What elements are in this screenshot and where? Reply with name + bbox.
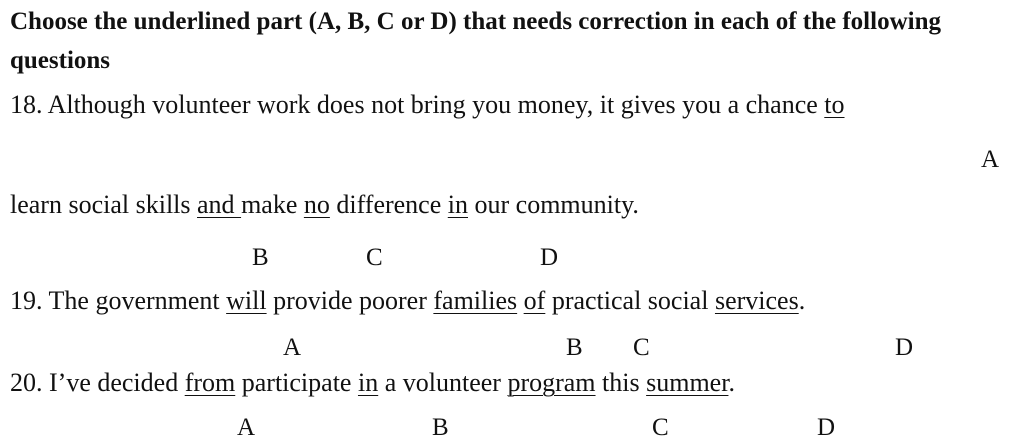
q18-underlined-c: no bbox=[303, 190, 330, 219]
q18-label-b: B bbox=[252, 244, 269, 271]
q18-label-d: D bbox=[540, 244, 559, 271]
q19-label-b: B bbox=[566, 334, 583, 361]
q19-label-c: C bbox=[633, 334, 650, 361]
q19-text: practical social bbox=[545, 286, 715, 315]
q18-line-2 bbox=[10, 190, 639, 220]
q19-underlined-d: services bbox=[714, 286, 799, 315]
q18-label-a: A bbox=[981, 146, 1000, 173]
q19-label-d: D bbox=[895, 334, 914, 361]
q20-label-d: D bbox=[817, 414, 836, 441]
instructions: Choose the underlined part (A, B, C or D) that needs correction in each of the following questions bbox=[10, 8, 941, 74]
q20-label-a: A bbox=[237, 414, 256, 441]
q18-text: our community. bbox=[468, 190, 639, 219]
q18-text: difference bbox=[329, 190, 448, 219]
q18-label-c: C bbox=[366, 244, 383, 271]
q18-underlined-b: and bbox=[197, 190, 242, 219]
q20-underlined-a: from bbox=[184, 368, 236, 397]
q19-text: provide poorer bbox=[266, 286, 434, 315]
q19-line bbox=[10, 286, 805, 316]
q19-text: . bbox=[798, 286, 806, 315]
q18-text: make bbox=[241, 190, 304, 219]
q20-text: 20. I’ve decided bbox=[10, 368, 185, 397]
q20-label-b: B bbox=[432, 414, 449, 441]
q18-text: 18. Although volunteer work does not bring you money, it gives you a chance bbox=[10, 90, 825, 119]
q20-text: this bbox=[595, 368, 647, 397]
q19-underlined-c: of bbox=[523, 286, 546, 315]
q20-underlined-d: summer bbox=[646, 368, 729, 397]
q19-underlined-b: families bbox=[433, 286, 518, 315]
q20-text: . bbox=[728, 368, 735, 397]
q20-underlined-b: in bbox=[357, 368, 379, 397]
q20-line bbox=[10, 368, 735, 398]
q18-text: learn social skills bbox=[10, 190, 198, 219]
q20-label-c: C bbox=[652, 414, 669, 441]
q20-text: participate bbox=[235, 368, 358, 397]
q19-underlined-a: will bbox=[226, 286, 267, 315]
q19-text: 19. The government bbox=[10, 286, 227, 315]
q18-underlined-a: to bbox=[824, 90, 845, 119]
q20-underlined-c: program bbox=[507, 368, 596, 397]
q18-underlined-d: in bbox=[447, 190, 468, 219]
q20-text: a volunteer bbox=[378, 368, 508, 397]
q18-line-1 bbox=[10, 90, 845, 120]
q19-label-a: A bbox=[283, 334, 302, 361]
